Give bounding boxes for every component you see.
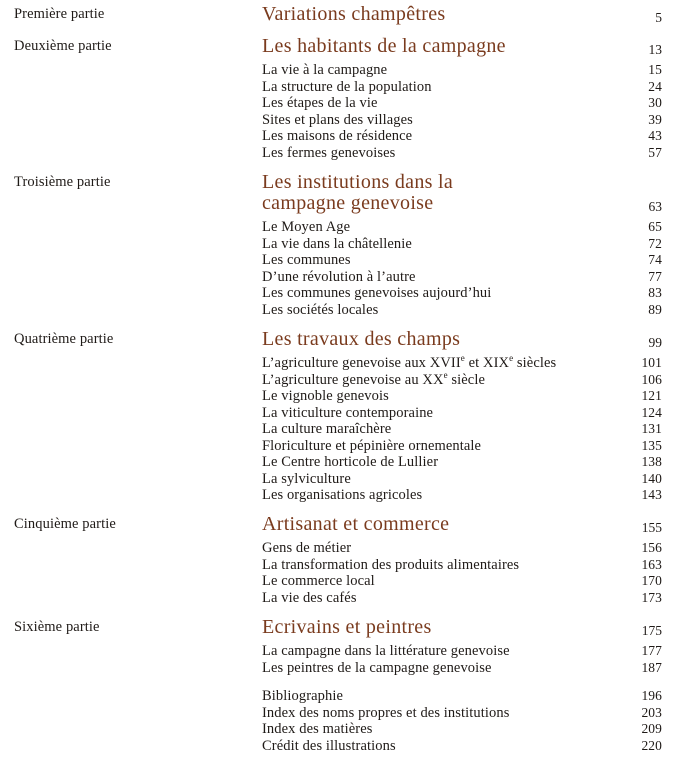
entry-title: La vie à la campagne xyxy=(262,62,388,78)
toc-entry-d-une-revolution-a-l-autre[interactable] xyxy=(262,269,662,286)
part-page-number: 155 xyxy=(641,520,662,535)
entry-page-number: 57 xyxy=(648,144,662,160)
part-page-number: 13 xyxy=(648,42,662,57)
toc-entry-la-transformation-des-produits-alimentaires[interactable] xyxy=(262,557,662,574)
entry-title: Sites et plans des villages xyxy=(262,111,413,128)
entry-page-number: 140 xyxy=(641,470,662,486)
entry-title: Les sociétés locales xyxy=(262,301,379,318)
toc-entry-la-sylviculture[interactable] xyxy=(262,471,662,488)
entry-list xyxy=(262,355,662,504)
entry-page-number: 43 xyxy=(648,128,662,143)
entry-page-number: 173 xyxy=(641,589,662,605)
part-page-number: 63 xyxy=(648,199,662,214)
entry-page-number: 203 xyxy=(641,704,662,720)
entry-title: La vie dans la châtellenie xyxy=(262,235,412,252)
part-title: campagne genevoise xyxy=(262,192,434,214)
entry-page-number: 196 xyxy=(641,688,662,703)
entry-page-number: 138 xyxy=(641,454,662,469)
entry-title: Index des noms propres et des institutions xyxy=(262,704,510,721)
entry-page-number: 65 xyxy=(648,219,662,234)
part-title: Les habitants de la campagne xyxy=(262,35,506,57)
toc-entry-les-organisations-agricoles[interactable] xyxy=(262,487,662,504)
entry-page-number: 163 xyxy=(641,556,662,572)
part-title: Les travaux des champs xyxy=(262,328,461,350)
part-title-row xyxy=(262,514,662,535)
entry-page-number: 30 xyxy=(648,95,662,110)
entry-title: Le Moyen Age xyxy=(262,219,351,235)
entry-title: Gens de métier xyxy=(262,540,352,556)
part-page-number: 5 xyxy=(655,10,662,25)
toc-entry-les-maisons-de-residence[interactable] xyxy=(262,128,662,145)
toc-entry-la-campagne-dans-la-litterature-genevoise[interactable] xyxy=(262,643,662,660)
toc-entry-les-communes-genevoises-aujourd-hui[interactable] xyxy=(262,285,662,302)
part-label: Quatrième partie xyxy=(14,331,114,347)
entry-title: Les fermes genevoises xyxy=(262,144,396,161)
toc-entry-les-communes[interactable] xyxy=(262,252,662,269)
part-title-row xyxy=(262,4,662,25)
entry-title: La transformation des produits alimentaires xyxy=(262,556,520,573)
entry-title: La campagne dans la littérature genevoise xyxy=(262,643,510,659)
toc-entry-floriculture-et-pepiniere-ornementale[interactable] xyxy=(262,438,662,455)
entry-page-number: 170 xyxy=(641,573,662,588)
toc-entry-la-viticulture-contemporaine[interactable] xyxy=(262,405,662,422)
part-page-number: 175 xyxy=(641,623,662,638)
entry-page-number: 101 xyxy=(641,355,662,370)
entry-list xyxy=(262,688,662,754)
entry-page-number: 124 xyxy=(641,404,662,420)
toc-entry-le-centre-horticole-de-lullier[interactable] xyxy=(262,454,662,471)
part-label: Deuxième partie xyxy=(14,38,112,54)
toc-entry-le-moyen-age[interactable] xyxy=(262,219,662,236)
entry-page-number: 121 xyxy=(641,388,662,403)
entry-title: Crédit des illustrations xyxy=(262,737,396,754)
entry-title: Les communes genevoises aujourd’hui xyxy=(262,285,492,301)
entry-title: Le Centre horticole de Lullier xyxy=(262,454,439,470)
entry-page-number: 83 xyxy=(648,285,662,300)
entry-title: Les communes xyxy=(262,252,351,268)
entry-page-number: 89 xyxy=(648,301,662,317)
entry-title: L’agriculture genevoise aux XVIIe et XIXe siècles xyxy=(262,353,557,371)
entry-page-number: 209 xyxy=(641,721,662,736)
part-title: Artisanat et commerce xyxy=(262,513,450,535)
entry-title: La viticulture contemporaine xyxy=(262,404,434,421)
entry-title: La vie des cafés xyxy=(262,589,357,606)
toc-entry-les-societes-locales[interactable] xyxy=(262,302,662,319)
toc-entry-le-commerce-local[interactable] xyxy=(262,573,662,590)
entry-title: Les étapes de la vie xyxy=(262,95,378,111)
toc-entry-la-vie-a-la-campagne[interactable] xyxy=(262,62,662,79)
toc-entry-les-fermes-genevoises[interactable] xyxy=(262,145,662,162)
part-title: Ecrivains et peintres xyxy=(262,616,432,638)
entry-page-number: 106 xyxy=(641,371,662,387)
entry-page-number: 77 xyxy=(648,268,662,284)
part-page-number: 99 xyxy=(648,335,662,350)
toc-entry-index-des-noms-propres-et-des-institutions[interactable] xyxy=(262,705,662,722)
entry-page-number: 135 xyxy=(641,437,662,453)
entry-title: D’une révolution à l’autre xyxy=(262,268,416,285)
entry-title: L’agriculture genevoise au XXe siècle xyxy=(262,369,486,388)
entry-title: Index des matières xyxy=(262,721,373,737)
entry-title: La structure de la population xyxy=(262,78,432,95)
toc-entry-la-vie-des-cafes[interactable] xyxy=(262,590,662,607)
entry-title: Les peintres de la campagne genevoise xyxy=(262,659,492,676)
entry-page-number: 156 xyxy=(641,540,662,555)
toc-entry-les-etapes-de-la-vie[interactable] xyxy=(262,95,662,112)
part-title-row xyxy=(262,172,662,214)
part-label: Première partie xyxy=(14,6,105,22)
toc-entry-gens-de-metier[interactable] xyxy=(262,540,662,557)
entry-title: Le commerce local xyxy=(262,573,375,589)
part-label: Sixième partie xyxy=(14,619,100,635)
toc-entry-bibliographie[interactable] xyxy=(262,688,662,705)
entry-page-number: 24 xyxy=(648,78,662,94)
entry-title: La culture maraîchère xyxy=(262,421,392,437)
entry-page-number: 72 xyxy=(648,235,662,251)
toc-entry-l-agriculture-genevoise-aux-xviie-et-xixe-siecles[interactable] xyxy=(262,355,662,372)
toc-entry-la-vie-dans-la-chatellenie[interactable] xyxy=(262,236,662,253)
entry-list xyxy=(262,62,662,161)
entry-title: Floriculture et pépinière ornementale xyxy=(262,437,482,454)
entry-page-number: 177 xyxy=(641,643,662,658)
part-label: Cinquième partie xyxy=(14,516,116,532)
toc-entry-l-agriculture-genevoise-au-xxe-siecle[interactable] xyxy=(262,369,662,389)
entry-list xyxy=(262,540,662,606)
entry-page-number: 131 xyxy=(641,421,662,436)
toc-entry-credit-des-illustrations[interactable] xyxy=(262,738,662,755)
entry-list xyxy=(262,643,662,676)
entry-title: Les organisations agricoles xyxy=(262,487,423,503)
part-title-row xyxy=(262,36,662,57)
toc-entry-sites-et-plans-des-villages[interactable] xyxy=(262,112,662,129)
entry-page-number: 74 xyxy=(648,252,662,267)
toc-entry-la-culture-maraichere[interactable] xyxy=(262,421,662,438)
part-title: Les institutions dans la xyxy=(262,171,454,193)
part-title-row xyxy=(262,617,662,638)
entry-title: La sylviculture xyxy=(262,470,351,487)
toc-entry-les-peintres-de-la-campagne-genevoise[interactable] xyxy=(262,660,662,677)
part-title: Variations champêtres xyxy=(262,3,446,25)
toc-entry-le-vignoble-genevois[interactable] xyxy=(262,388,662,405)
toc-entry-la-structure-de-la-population[interactable] xyxy=(262,79,662,96)
entry-title: Le vignoble genevois xyxy=(262,388,389,404)
entry-title: Les maisons de résidence xyxy=(262,128,413,144)
entry-page-number: 15 xyxy=(648,62,662,77)
entry-page-number: 143 xyxy=(641,487,662,502)
entry-page-number: 220 xyxy=(641,737,662,753)
entry-page-number: 39 xyxy=(648,111,662,127)
toc-entry-index-des-matieres[interactable] xyxy=(262,721,662,738)
entry-list xyxy=(262,219,662,318)
part-title-row xyxy=(262,329,662,350)
part-label: Troisième partie xyxy=(14,174,111,190)
entry-title: Bibliographie xyxy=(262,688,344,704)
entry-page-number: 187 xyxy=(641,659,662,675)
